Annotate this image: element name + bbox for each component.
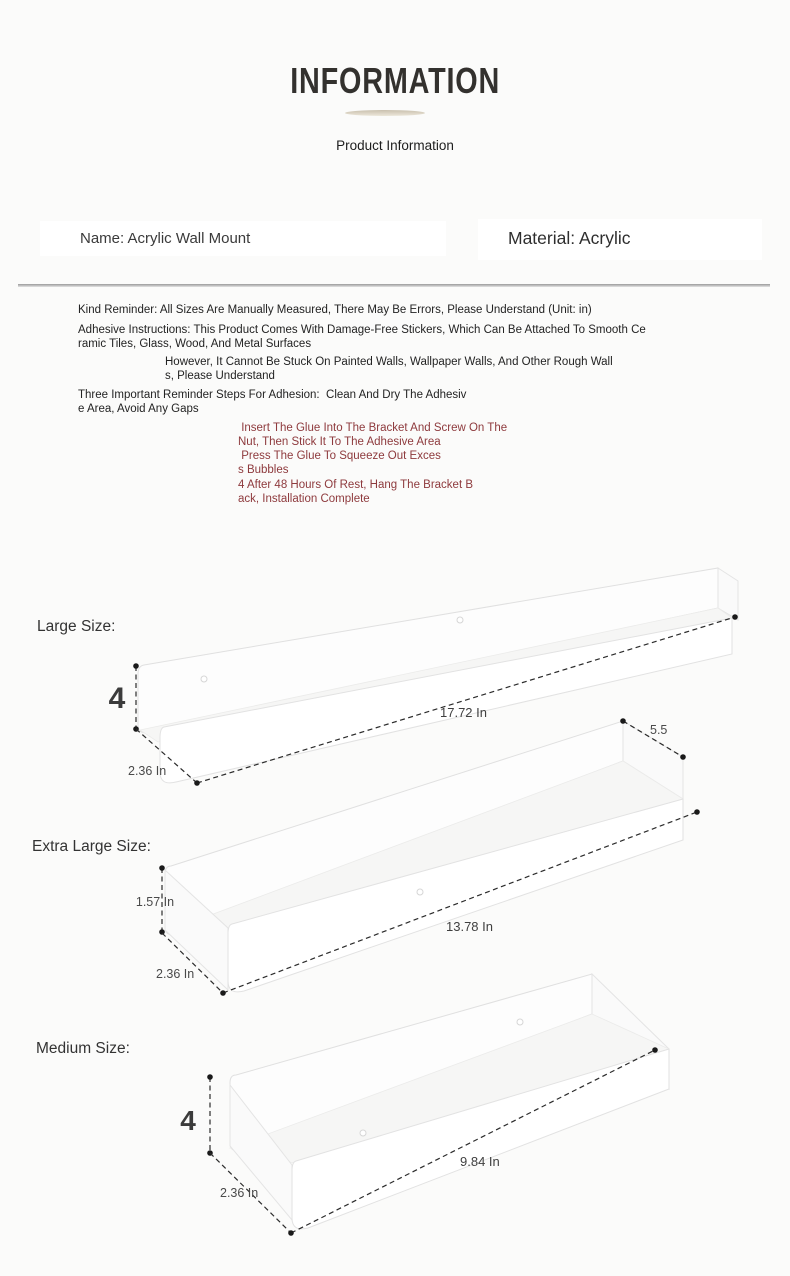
dimension-dot: [732, 614, 738, 620]
step-line: Nut, Then Stick It To The Adhesive Area: [238, 436, 441, 448]
height-dimension-value: 4: [180, 1105, 196, 1136]
dimension-dot: [288, 1230, 294, 1236]
product-name-label: Name: Acrylic Wall Mount: [80, 230, 251, 247]
height-dimension-value: 4: [108, 682, 126, 715]
length-dimension-value: 13.78 In: [446, 919, 493, 934]
step-line: s Bubbles: [238, 464, 289, 476]
step-line: ack, Installation Complete: [238, 493, 370, 505]
page-title-text: INFORMATION: [290, 60, 500, 101]
length-dimension-value: 9.84 In: [460, 1154, 500, 1169]
dimension-dot: [159, 865, 165, 871]
note-caution-line2: s, Please Understand: [165, 370, 275, 382]
dimension-dot: [652, 1047, 658, 1053]
product-material-label: Material: Acrylic: [508, 228, 631, 248]
depth-dimension-value: 2.36 In: [156, 967, 195, 981]
note-steps-intro-line1: Three Important Reminder Steps For Adhesion: Clean And Dry The Adhesiv: [78, 389, 467, 401]
screw-hole: [457, 617, 463, 623]
height-dimension-value: 1.57 In: [135, 895, 175, 909]
medium-shelf-figure: [170, 950, 730, 1250]
step-line: Press The Glue To Squeeze Out Exces: [238, 450, 441, 462]
dimension-dot: [694, 809, 700, 815]
screw-hole: [201, 676, 207, 682]
screw-hole: [517, 1019, 523, 1025]
depth-dimension-value: 2.36 In: [128, 764, 167, 778]
dimension-dot: [620, 718, 626, 724]
section-divider: [18, 284, 770, 287]
note-adhesive-line1: Adhesive Instructions: This Product Comes With Damage-Free Stickers, Which Can Be Attached To Smooth Ce: [78, 324, 646, 336]
extra-large-size-label: Extra Large Size:: [32, 838, 151, 855]
screw-hole: [360, 1130, 366, 1136]
large-size-label: Large Size:: [37, 618, 116, 635]
title-underline-decoration: [345, 110, 425, 116]
note-caution-line1: However, It Cannot Be Stuck On Painted Walls, Wallpaper Walls, And Other Rough Wall: [165, 356, 613, 368]
dimension-dot: [159, 929, 165, 935]
page-title: [0, 60, 790, 102]
screw-hole: [417, 889, 423, 895]
note-steps-intro-line2: e Area, Avoid Any Gaps: [78, 403, 199, 415]
dimension-dot: [207, 1074, 213, 1080]
step-line: 4 After 48 Hours Of Rest, Hang The Bracket B: [238, 479, 474, 491]
page-subtitle: Product Information: [336, 138, 454, 153]
note-kind-reminder: Kind Reminder: All Sizes Are Manually Measured, There May Be Errors, Please Understand (Unit: in): [78, 304, 592, 316]
dimension-dot: [680, 754, 686, 760]
note-adhesive-line2: ramic Tiles, Glass, Wood, And Metal Surfaces: [78, 338, 312, 350]
depth-dimension-value: 2.36 In: [220, 1186, 259, 1200]
medium-size-label: Medium Size:: [36, 1040, 130, 1057]
end-depth-dimension-value: 5.5: [650, 723, 668, 737]
length-dimension-value: 17.72 In: [440, 705, 487, 720]
step-line: Insert The Glue Into The Bracket And Screw On The: [238, 422, 508, 434]
dimension-dot: [133, 663, 139, 669]
